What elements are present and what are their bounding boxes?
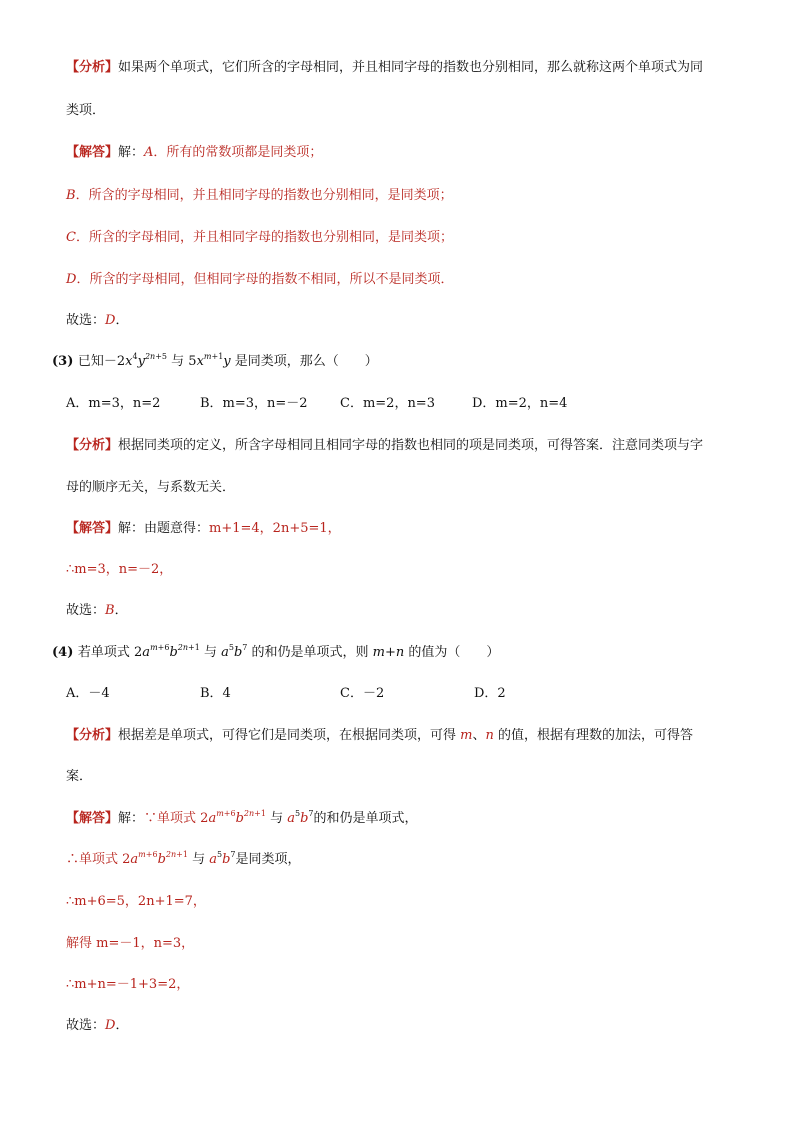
answer-tag: 【解答】	[66, 811, 119, 826]
choose-letter: D	[105, 313, 116, 328]
analysis-text: 根据同类项的定义，所含字母相同且相同字母的指数也相同的项是同类项，可得答案．注意同类项与字	[118, 438, 704, 453]
choose-letter: D	[105, 1018, 116, 1033]
therefore-line: ∴单项式 $2a^{m+6}b^{2n+1}$ 与 $a^5b^7$是同类项，	[66, 850, 301, 867]
choose-end: ．	[115, 313, 129, 328]
analysis-text: 案．	[66, 769, 93, 784]
option-c: C．－2	[340, 686, 385, 701]
answer-text: ．所有的常数项都是同类项；	[153, 145, 323, 160]
analysis-text: 母的顺序无关，与系数无关．	[66, 480, 236, 495]
question-number: (3)	[52, 354, 74, 369]
answer-line	[66, 143, 322, 163]
answer-line	[66, 519, 341, 539]
analysis-line	[66, 478, 235, 498]
option-letter: A	[144, 145, 154, 160]
option-letter: C	[66, 230, 76, 245]
choose-end: ．	[115, 1018, 129, 1033]
answer-tag: 【解答】	[66, 145, 119, 160]
option-a: A．m=3，n=2	[66, 396, 161, 411]
analysis-line: 【分析】根据差是单项式，可得它们是同类项，在根据同类项，可得 m、n 的值，根据有理数的加法，可得答	[66, 728, 694, 743]
question-3	[52, 352, 378, 372]
analysis-text: 如果两个单项式，它们所含的字母相同，并且相同字母的指数也分别相同，那么就称这两个单项式为同	[118, 60, 704, 75]
analysis-tag: 【分析】	[66, 728, 119, 743]
equation-line: ∴m+6=5，2n+1=7，	[66, 894, 206, 909]
analysis-line	[66, 101, 105, 121]
option-d: D．m=2，n=4	[472, 396, 568, 411]
choose-label: 故选：	[66, 1018, 106, 1033]
question-4	[52, 643, 499, 663]
analysis-line	[66, 436, 703, 456]
question-number: (4)	[52, 645, 74, 660]
answer-text: ．所含的字母相同，并且相同字母的指数也分别相同，是同类项；	[75, 188, 453, 203]
analysis-line	[66, 58, 703, 78]
choose-end: ．	[114, 603, 128, 618]
answer-line	[66, 228, 453, 248]
option-d: D．2	[474, 686, 506, 701]
answer-intro: 解：由题意得：	[118, 521, 210, 536]
therefore-line: ∴m=3，n=－2，	[66, 562, 173, 577]
equation: m+1=4，2n+5=1，	[209, 521, 341, 536]
choose-label: 故选：	[66, 603, 106, 618]
choose-line	[66, 601, 128, 621]
option-b: B．4	[200, 686, 231, 701]
option-a: A．－4	[66, 686, 110, 701]
choose-letter: B	[105, 603, 115, 618]
answer-tag: 【解答】	[66, 521, 119, 536]
analysis-text: 类项．	[66, 103, 106, 118]
analysis-line	[66, 767, 92, 787]
option-b: B．m=3，n=－2	[200, 396, 308, 411]
answer-line	[66, 186, 453, 206]
sum-line: ∴m+n=－1+3=2，	[66, 977, 190, 992]
option-c: C．m=2，n=3	[340, 396, 435, 411]
answer-line: 【解答】解：∵单项式 $2a^{m+6}b^{2n+1}$ 与 $a^5b^7$的和仍是单项式，	[66, 809, 418, 826]
answer-line	[66, 270, 453, 290]
answer-intro: 解：	[118, 811, 145, 826]
analysis-tag: 【分析】	[66, 438, 119, 453]
choose-line	[66, 311, 128, 331]
choose-label: 故选：	[66, 313, 106, 328]
solve-line: 解得 m=－1，n=3，	[66, 936, 195, 951]
answer-intro: 解：	[118, 145, 145, 160]
option-letter: D	[66, 272, 77, 287]
analysis-tag: 【分析】	[66, 60, 119, 75]
answer-text: ．所含的字母相同，并且相同字母的指数也分别相同，是同类项；	[75, 230, 453, 245]
option-letter: B	[66, 188, 76, 203]
question-text: 若单项式 $2a^{m+6}b^{2n+1}$ 与 $a^5b^7$ 的和仍是单项式，则 m+n 的值为（ ）	[77, 643, 500, 660]
answer-text: ．所含的字母相同，但相同字母的指数不相同，所以不是同类项．	[76, 272, 454, 287]
question-text: 已知$-2x^4y^{2n+5}$ 与 $5x^{m+1}y$ 是同类项，那么（ ）	[77, 352, 378, 369]
choose-line	[66, 1016, 128, 1036]
